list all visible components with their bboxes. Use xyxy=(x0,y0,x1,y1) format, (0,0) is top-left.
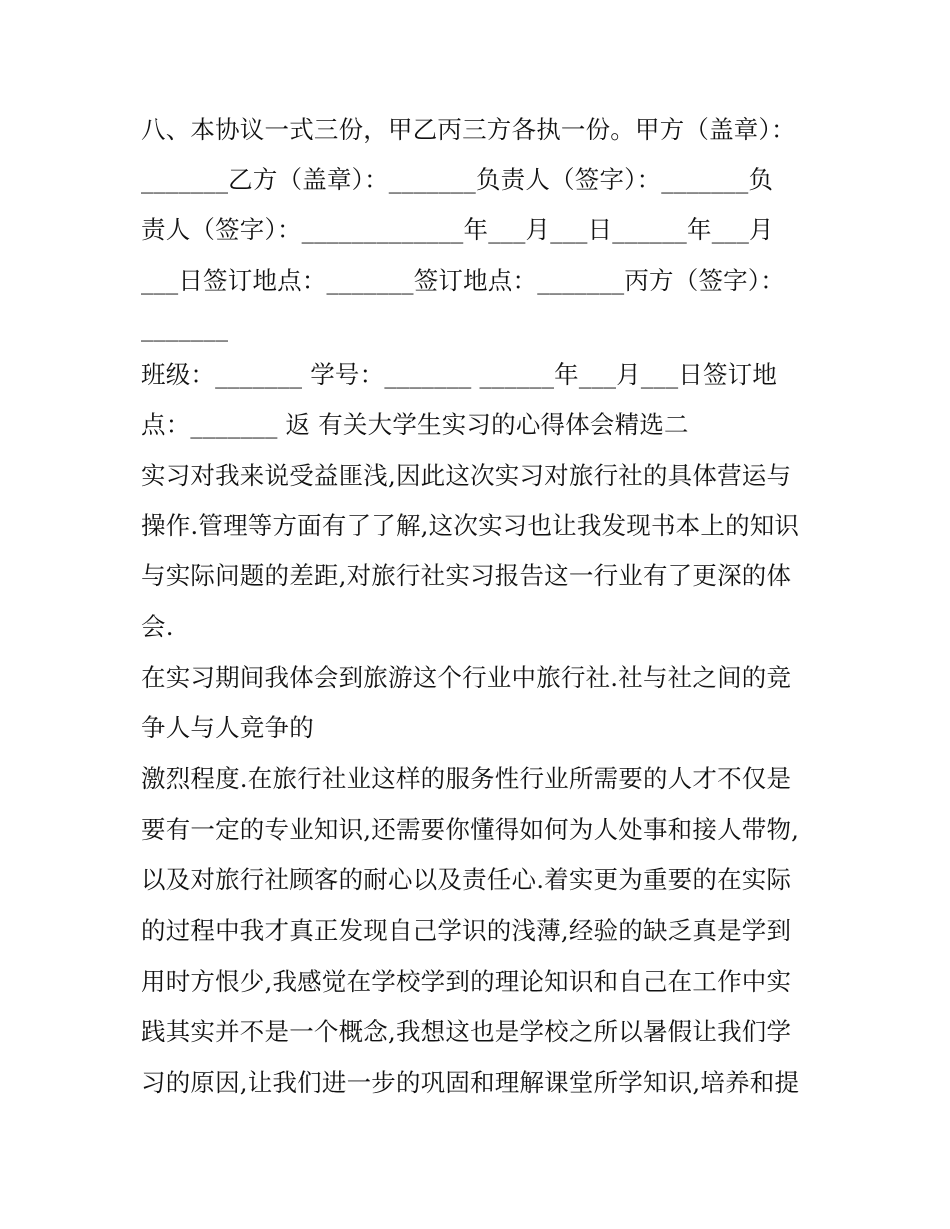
text-line-paragraph: 会. xyxy=(141,612,174,641)
text-line-section-title: 点：_______ 返 有关大学生实习的心得体会精选二 xyxy=(141,410,689,439)
text-line-blank: _______ xyxy=(141,313,229,342)
text-line-paragraph: 与实际问题的差距,对旅行社实习报告这一行业有了更深的体 xyxy=(141,561,792,590)
text-line-paragraph: 以及对旅行社顾客的耐心以及责任心.着实更为重要的在实际 xyxy=(141,865,792,894)
text-line-paragraph: 实习对我来说受益匪浅,因此这次实习对旅行社的具体营运与 xyxy=(141,461,792,490)
text-line-paragraph: 争人与人竞争的 xyxy=(141,713,314,742)
text-line-paragraph: 用时方恨少,我感觉在学校学到的理论知识和自己在工作中实 xyxy=(141,967,792,996)
text-line-paragraph: 的过程中我才真正发现自己学识的浅薄,经验的缺乏真是学到 xyxy=(141,916,792,945)
text-line-class-student-id: 班级：_______ 学号：_______ ______年___月___日签订地 xyxy=(141,360,778,389)
text-line-paragraph: 操作.管理等方面有了了解,这次实习也让我发现书本上的知识 xyxy=(141,511,800,540)
text-line-paragraph: 在实习期间我体会到旅游这个行业中旅行社.社与社之间的竞 xyxy=(141,663,792,692)
text-line-paragraph: 激烈程度.在旅行社业这样的服务性行业所需要的人才不仅是 xyxy=(141,764,792,793)
text-line-party-b-seal: _______乙方（盖章）：_______负责人（签字）：_______负 xyxy=(141,165,774,194)
text-line-agreement-copies: 八、本协议一式三份，甲乙丙三方各执一份。甲方（盖章）： xyxy=(141,115,796,144)
text-line-signature-date: 责人（签字）：_____________年___月___日______年___月 xyxy=(141,215,774,244)
text-line-paragraph: 习的原因,让我们进一步的巩固和理解课堂所学知识,培养和提 xyxy=(141,1068,800,1097)
text-line-signing-place: ___日签订地点：_______签订地点：_______丙方（签字）： xyxy=(141,266,785,295)
text-line-paragraph: 要有一定的专业知识,还需要你懂得如何为人处事和接人带物, xyxy=(141,815,800,844)
text-line-paragraph: 践其实并不是一个概念,我想这也是学校之所以暑假让我们学 xyxy=(141,1017,792,1046)
